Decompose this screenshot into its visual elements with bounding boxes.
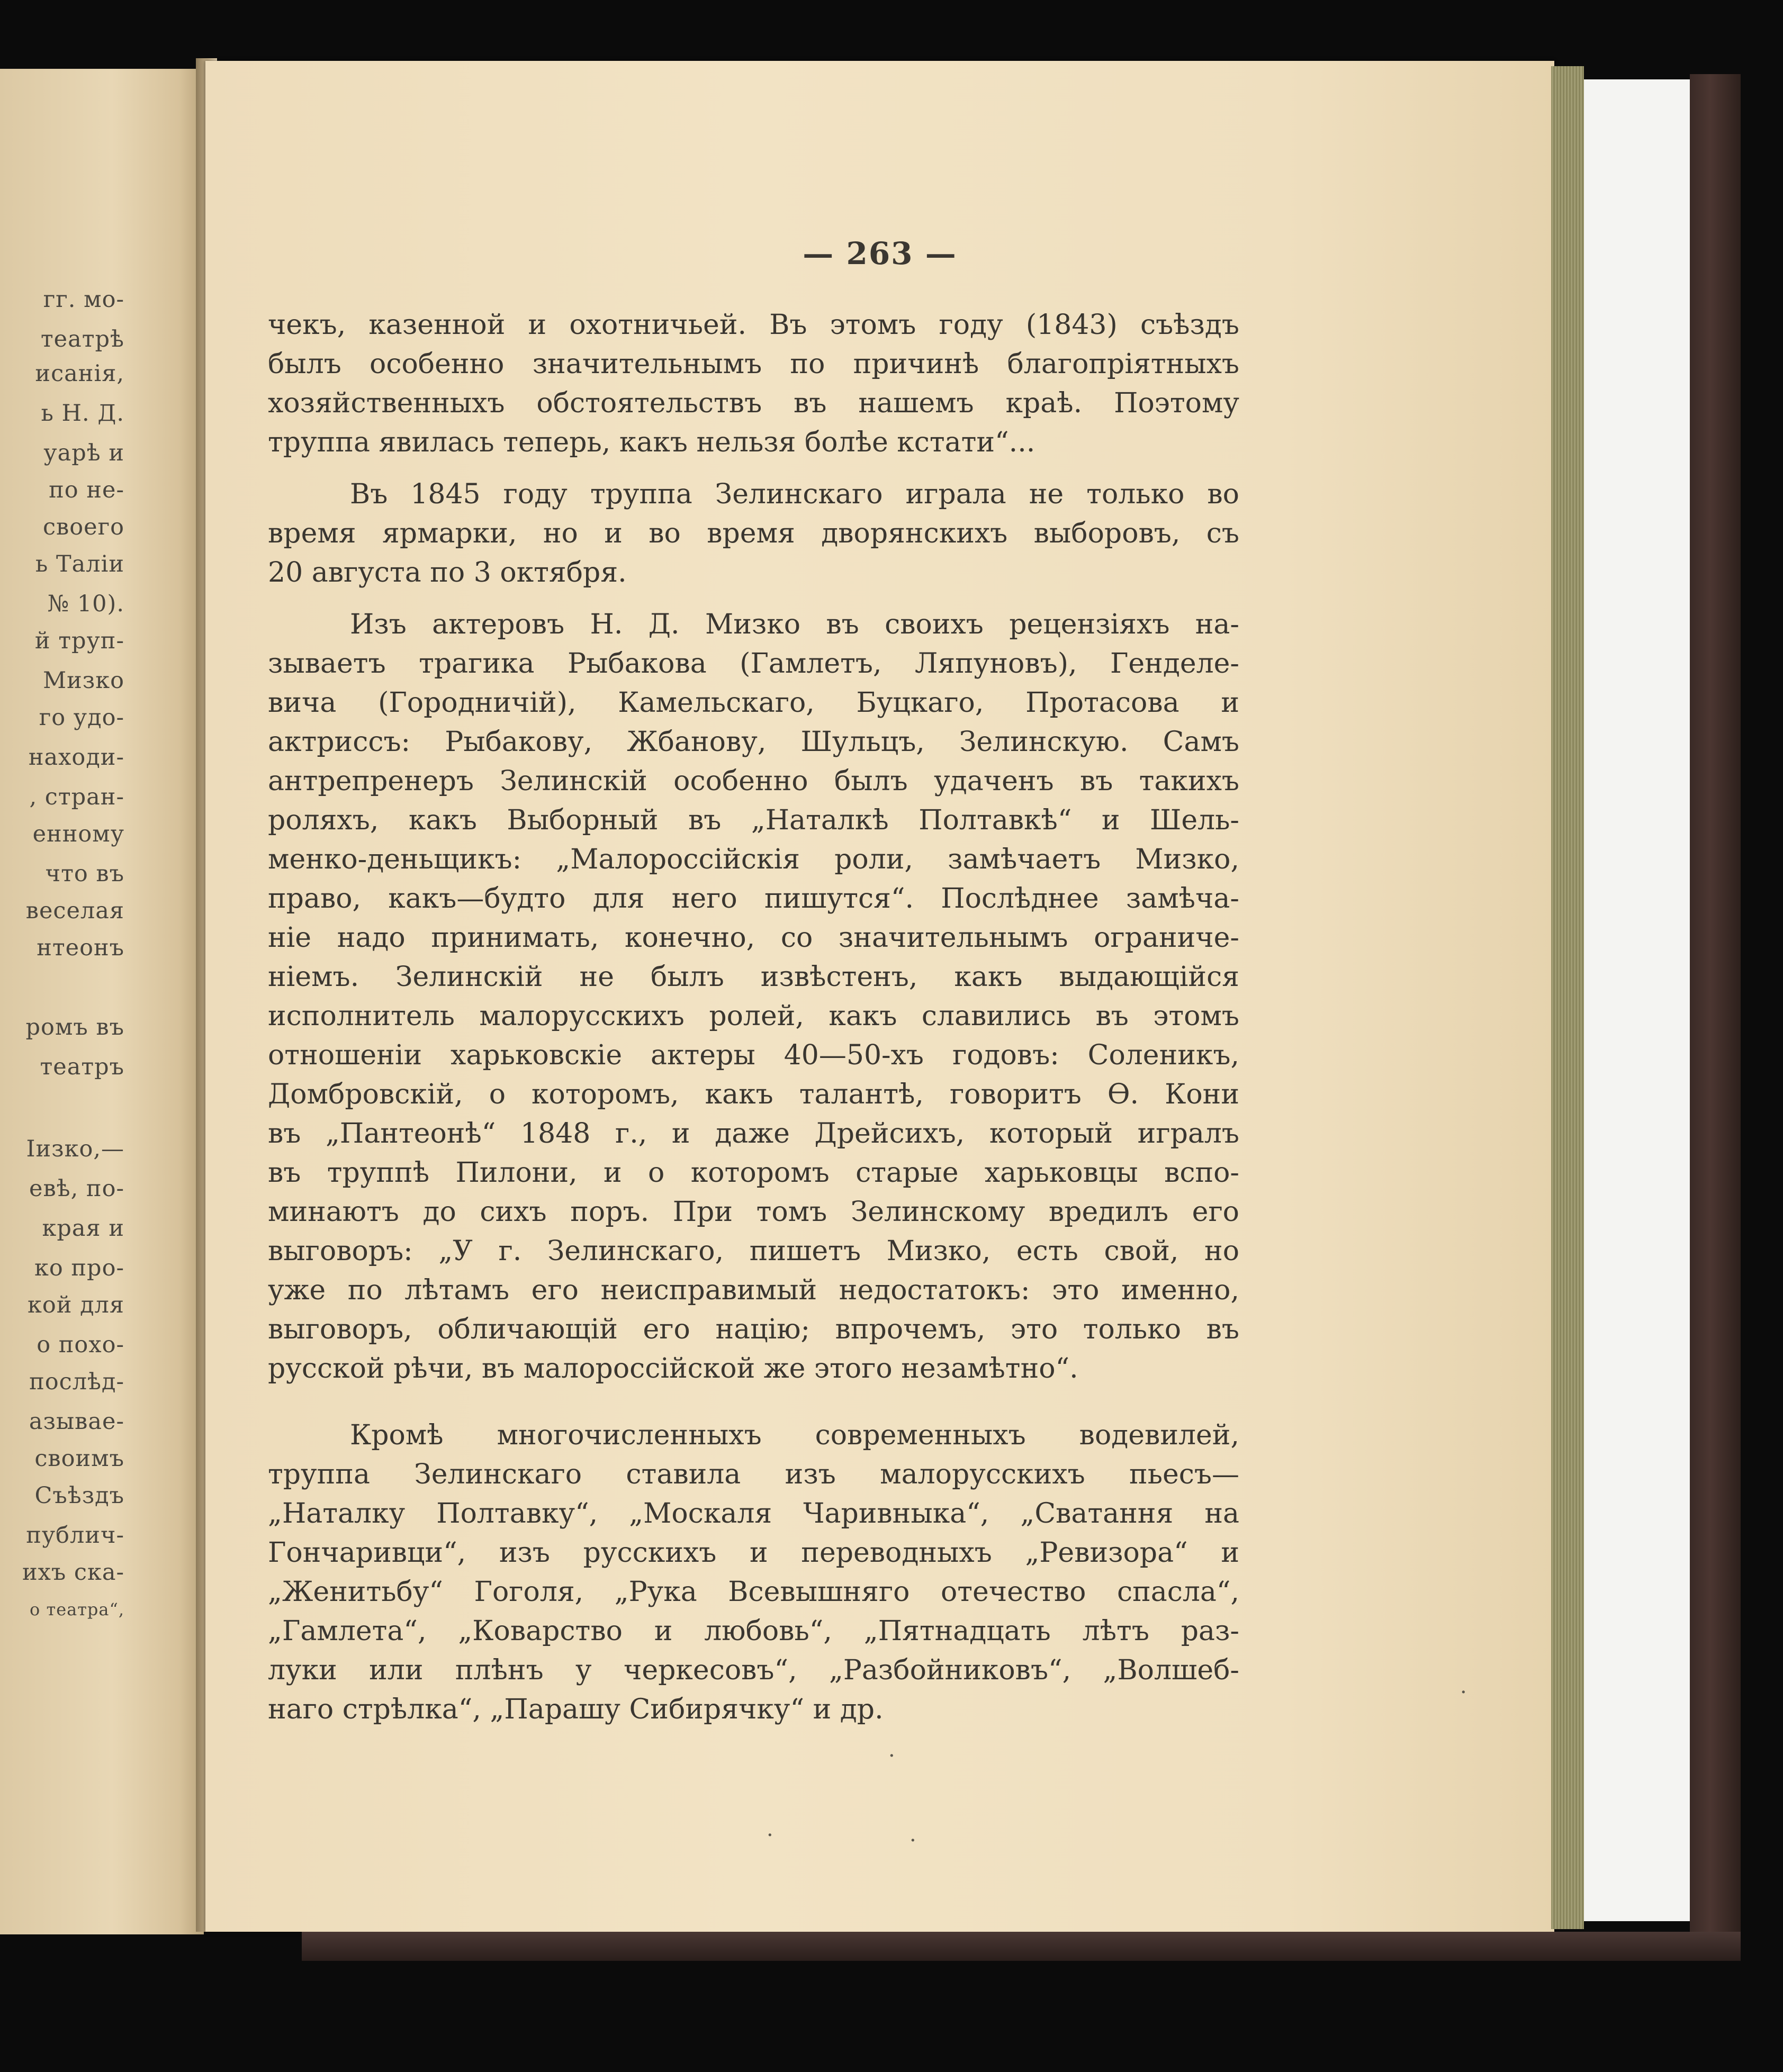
- left-page-line: гг. мо-: [43, 286, 124, 313]
- left-page-line: кой для: [27, 1292, 124, 1318]
- left-page-line: ь Таліи: [35, 551, 124, 577]
- endpaper-edge: [1584, 79, 1690, 1921]
- left-page-line: ихъ ска-: [22, 1559, 124, 1586]
- left-page-line: Мизко: [43, 667, 124, 694]
- text-line: Въ 1845 году труппа Зелинскаго играла не только во: [350, 478, 1239, 510]
- book-page: [205, 61, 1554, 1932]
- text-line: антрепренеръ Зелинскій особенно былъ удаченъ въ такихъ: [268, 765, 1239, 797]
- text-line: „Наталку Полтавку“, „Москаля Чаривныка“, „Сватання на: [268, 1498, 1239, 1530]
- left-page-line: й труп-: [34, 628, 124, 654]
- left-page-line: о театра“,: [30, 1599, 124, 1619]
- ink-speck: ·: [1460, 1680, 1467, 1705]
- text-line: выговоръ, обличающій его націю; впрочемъ, это только въ: [268, 1314, 1239, 1345]
- text-line: былъ особенно значительнымъ по причинѣ благопріятныхъ: [268, 348, 1239, 380]
- left-page-line: края и: [42, 1215, 124, 1242]
- text-line: труппа явилась теперь, какъ нельзя болѣе кстати“...: [268, 427, 1035, 458]
- text-line: ніе надо принимать, конечно, со значительнымъ ограниче-: [268, 922, 1239, 954]
- left-page-line: послѣд-: [29, 1369, 124, 1395]
- ink-speck: ·: [909, 1829, 916, 1853]
- left-page-line: евѣ, по-: [29, 1175, 124, 1202]
- text-line: Домбровскій, о которомъ, какъ талантѣ, говоритъ Ѳ. Кони: [268, 1079, 1239, 1110]
- text-line: уже по лѣтамъ его неисправимый недостатокъ: это именно,: [268, 1274, 1239, 1306]
- text-line: чекъ, казенной и охотничьей. Въ этомъ году (1843) съѣздъ: [268, 309, 1239, 341]
- left-page-line: публич-: [26, 1522, 124, 1549]
- text-line: исполнитель малорусскихъ ролей, какъ славились въ этомъ: [268, 1000, 1239, 1032]
- text-line: время ярмарки, но и во время дворянскихъ выборовъ, съ: [268, 518, 1239, 549]
- text-line: 20 августа по 3 октября.: [268, 557, 627, 589]
- left-page-line: ко про-: [34, 1255, 124, 1281]
- text-line: вича (Городничій), Камельскаго, Буцкаго, Протасова и: [268, 687, 1239, 719]
- ink-speck: ·: [767, 1823, 773, 1848]
- text-line: труппа Зелинскаго ставила изъ малорусскихъ пьесъ—: [268, 1459, 1239, 1490]
- book-cover-edge: [1690, 74, 1741, 1958]
- text-line: Кромѣ многочисленныхъ современныхъ водевилей,: [350, 1419, 1239, 1451]
- left-page-line: что въ: [45, 861, 124, 887]
- left-page-line: ь Н. Д.: [41, 400, 124, 427]
- text-line: въ „Пантеонѣ“ 1848 г., и даже Дрейсихъ, который игралъ: [268, 1118, 1239, 1150]
- book-cover-bottom: [302, 1932, 1741, 1961]
- text-line: выговоръ: „У г. Зелинскаго, пишетъ Мизко, есть свой, но: [268, 1235, 1239, 1267]
- text-line: зываетъ трагика Рыбакова (Гамлетъ, Ляпуновъ), Генделе-: [268, 648, 1239, 680]
- left-page-line: своего: [42, 514, 124, 540]
- left-page-line: находи-: [28, 744, 124, 771]
- left-page-line: енному: [32, 821, 124, 847]
- text-line: отношеніи харьковскіе актеры 40—50-хъ годовъ: Соленикъ,: [268, 1039, 1239, 1071]
- text-line: „Гамлета“, „Коварство и любовь“, „Пятнадцать лѣтъ раз-: [268, 1615, 1239, 1647]
- left-page-line: го удо-: [39, 704, 124, 731]
- text-line: наго стрѣлка“, „Парашу Сибирячку“ и др.: [268, 1694, 884, 1725]
- left-page-line: театръ: [40, 1054, 124, 1080]
- left-page-line: № 10).: [47, 591, 124, 617]
- text-line: менко-деньщикъ: „Малороссійскія роли, замѣчаетъ Мизко,: [268, 844, 1239, 875]
- page-block-edge: [1551, 66, 1584, 1929]
- text-line: Изъ актеровъ Н. Д. Мизко въ своихъ рецензіяхъ на-: [350, 609, 1239, 640]
- left-page-line: исанія,: [35, 360, 124, 387]
- left-page-line: азывае-: [29, 1408, 124, 1435]
- left-page-line: ромъ въ: [25, 1014, 124, 1040]
- left-page-line: по не-: [49, 477, 124, 503]
- page-text: [268, 305, 1239, 1729]
- left-page-line: театрѣ: [40, 326, 124, 352]
- text-line: луки или плѣнъ у черкесовъ“, „Разбойниковъ“, „Волшеб-: [268, 1654, 1239, 1686]
- text-line: въ труппѣ Пилони, и о которомъ старые харьковцы вспо-: [268, 1157, 1239, 1189]
- text-line: русской рѣчи, въ малороссійской же этого незамѣтно“.: [268, 1353, 1078, 1385]
- previous-page-fragment: [0, 69, 204, 1934]
- text-line: ніемъ. Зелинскій не былъ извѣстенъ, какъ выдающійся: [268, 961, 1239, 993]
- text-line: минаютъ до сихъ поръ. При томъ Зелинскому вредилъ его: [268, 1196, 1239, 1228]
- text-line: актриссъ: Рыбакову, Жбанову, Шульцъ, Зелинскую. Самъ: [268, 726, 1239, 758]
- left-page-line: Іизко,—: [26, 1136, 124, 1162]
- left-page-line: нтеонъ: [37, 935, 124, 961]
- left-page-line: своимъ: [34, 1445, 124, 1472]
- left-page-line: Съѣздъ: [34, 1482, 124, 1509]
- left-page-line: веселая: [25, 898, 124, 924]
- left-page-line: , стран-: [29, 784, 124, 810]
- text-line: право, какъ—будто для него пишутся“. Послѣднее замѣча-: [268, 883, 1239, 915]
- text-line: роляхъ, какъ Выборный въ „Наталкѣ Полтавкѣ“ и Шель-: [268, 804, 1239, 836]
- ink-speck: ·: [888, 1744, 895, 1768]
- text-line: Гончаривци“, изъ русскихъ и переводныхъ „Ревизора“ и: [268, 1537, 1239, 1569]
- page-number: — 263 —: [803, 236, 957, 272]
- text-line: хозяйственныхъ обстоятельствъ въ нашемъ краѣ. Поэтому: [268, 387, 1239, 419]
- left-page-line: о похо-: [37, 1332, 124, 1358]
- text-line: „Женитьбу“ Гоголя, „Рука Всевышняго отечество спасла“,: [268, 1576, 1239, 1608]
- left-page-line: уарѣ и: [43, 440, 124, 466]
